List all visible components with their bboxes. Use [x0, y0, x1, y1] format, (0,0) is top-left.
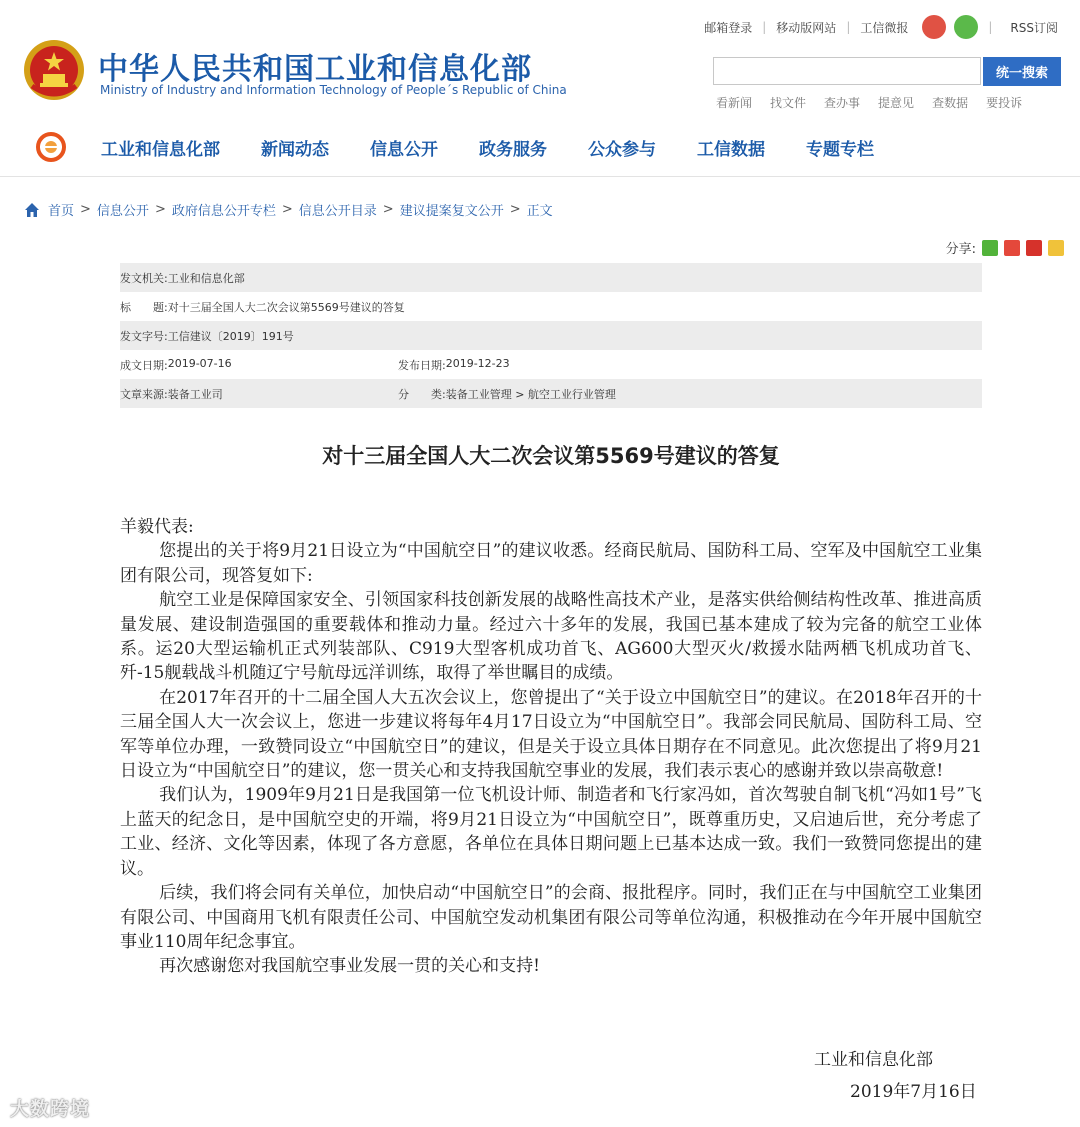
top-links [704, 14, 1058, 40]
miit-logo-icon [36, 132, 66, 162]
quick-link-services[interactable]: 查办事 [824, 96, 861, 110]
nav-item-miit[interactable]: 工业和信息化部 [101, 139, 220, 160]
quick-link-data[interactable]: 查数据 [932, 96, 969, 110]
breadcrumb [24, 200, 553, 219]
meta-label: 标 题: [120, 300, 168, 314]
meta-label: 成文日期: [120, 358, 168, 372]
weibo-share-icon[interactable] [1004, 240, 1020, 256]
divider: | [988, 20, 993, 34]
article-paragraph: 后续，我们将会同有关单位，加快启动“中国航空日”的会商、报批程序。同时，我们正在与中国航空工业集团有限公司、中国商用飞机有限责任公司、中国航空发动机集团有限公司等单位沟通，积极推动在今年开展中国航空事业110周年纪念事宜。 [120, 883, 982, 952]
meta-row-docno [120, 321, 982, 350]
nav-item-special-topics[interactable]: 专题专栏 [806, 139, 874, 160]
mobile-site-link[interactable]: 移动版网站 [776, 20, 837, 35]
nav-item-gov-services[interactable]: 政务服务 [479, 139, 547, 160]
article-paragraph: 在2017年召开的十二届全国人大五次会议上，您曾提出了“关于设立中国航空日”的建议。在2018年召开的十三届全国人大一次会议上，您进一步建议将每年4月17日设立为“中国航空日”。我部会同民航局、国防科工局、空军等单位办理，一致赞同设立“中国航空日”的建议，但是关于设立具体日期存在不同意见。此次您提出了将9月21日设立为“中国航空日”的建议，您一贯关心和支持我国航空事业的发展，我们表示衷心的感谢并致以崇高敬意! [120, 687, 982, 782]
nav-items [101, 118, 915, 176]
site-title-en: Ministry of Industry and Information Technology of People´s Republic of China [100, 83, 567, 97]
miit-weibo-link[interactable]: 工信微报 [860, 20, 909, 35]
pdf-share-icon[interactable] [1026, 240, 1042, 256]
nav-item-miit-data[interactable]: 工信数据 [697, 139, 765, 160]
signature-date: 2019年7月16日 [850, 1082, 977, 1102]
meta-value: 工信建议〔2019〕191号 [167, 329, 294, 343]
nav-item-news[interactable]: 新闻动态 [261, 139, 329, 160]
breadcrumb-current: 正文 [526, 204, 553, 219]
meta-label: 发布日期: [398, 358, 446, 372]
breadcrumb-info-disclosure[interactable]: 信息公开 [96, 204, 149, 219]
breadcrumb-proposal-replies[interactable]: 建议提案复文公开 [399, 204, 504, 219]
signature-org: 工业和信息化部 [814, 1050, 933, 1070]
meta-cell-published [398, 357, 510, 373]
meta-label: 分 类: [398, 387, 446, 401]
site-title-cn[interactable]: 中华人民共和国工业和信息化部 [98, 52, 532, 87]
main-nav [0, 118, 1080, 177]
meta-cell-source [120, 386, 398, 402]
meta-cell-created [120, 357, 398, 373]
meta-label: 发文机关: [120, 271, 168, 285]
mailbox-login-link[interactable]: 邮箱登录 [704, 20, 753, 35]
document-meta-table [120, 263, 982, 408]
quick-link-feedback[interactable]: 提意见 [878, 96, 915, 110]
national-emblem-icon [22, 38, 86, 102]
meta-value: 装备工业司 [167, 387, 223, 401]
breadcrumb-info-catalog[interactable]: 信息公开目录 [298, 204, 377, 219]
breadcrumb-separator: > [382, 202, 394, 217]
share-label: 分享: [945, 242, 976, 257]
breadcrumb-home[interactable]: 首页 [48, 204, 75, 219]
meta-row-dates [120, 350, 982, 379]
quick-link-complaint[interactable]: 要投诉 [986, 96, 1023, 110]
breadcrumb-separator: > [281, 202, 293, 217]
wechat-share-icon[interactable] [982, 240, 998, 256]
nav-item-info-disclosure[interactable]: 信息公开 [370, 139, 438, 160]
search-input[interactable] [713, 57, 981, 85]
share-bar [946, 238, 1064, 257]
meta-value: 工业和信息化部 [167, 271, 245, 285]
rss-link[interactable]: RSS订阅 [1010, 20, 1058, 35]
meta-value: 2019-07-16 [167, 356, 232, 370]
quick-links [716, 94, 1022, 111]
article-paragraph: 航空工业是保障国家安全、引领国家科技创新发展的战略性高技术产业，是落实供给侧结构性改革、推进高质量发展、建设制造强国的重要载体和推动力量。经过六十多年的发展，我国已基本建成了较为完备的航空工业体系。运20大型运输机正式列装部队、C919大型客机成功首飞、AG600大型灭火/救援水陆两栖飞机成功首飞、歼-15舰载战斗机随辽宁号航母远洋训练，取得了举世瞩目的成绩。 [120, 590, 982, 684]
article-paragraph: 我们认为，1909年9月21日是我国第一位飞机设计师、制造者和飞行家冯如，首次驾驶自制飞机“冯如1号”飞上蓝天的纪念日，是中国航空史的开端，将9月21日设立为“中国航空日”，既尊重历史，又启迪后世，充分考虑了工业、经济、文化等因素，体现了各方意愿，各单位在具体日期问题上已基本达成一致。我们一致赞同您提出的建议。 [120, 785, 982, 879]
meta-value: 2019-12-23 [445, 356, 510, 370]
quick-link-news[interactable]: 看新闻 [716, 96, 753, 110]
meta-label: 发文字号: [120, 329, 168, 343]
breadcrumb-separator: > [509, 202, 521, 217]
home-icon [24, 202, 40, 218]
meta-value: 装备工业管理 > 航空工业行业管理 [445, 387, 616, 401]
wechat-icon[interactable] [954, 15, 978, 39]
meta-row-source [120, 379, 982, 408]
divider: | [762, 20, 767, 34]
search-button[interactable]: 统一搜索 [983, 57, 1061, 86]
meta-row-title [120, 292, 982, 321]
article-salutation: 羊毅代表: [120, 517, 194, 537]
meta-label: 文章来源: [120, 387, 168, 401]
article-paragraph: 您提出的关于将9月21日设立为“中国航空日”的建议收悉。经商民航局、国防科工局、空军及中国航空工业集团有限公司，现答复如下: [120, 541, 982, 586]
watermark: 大数跨境 [10, 1098, 91, 1120]
quick-link-documents[interactable]: 找文件 [770, 96, 807, 110]
article-title: 对十三届全国人大二次会议第5569号建议的答复 [322, 444, 780, 468]
breadcrumb-gov-info-column[interactable]: 政府信息公开专栏 [171, 204, 276, 219]
site-header [0, 0, 1080, 118]
breadcrumb-separator: > [80, 202, 91, 217]
article-body [120, 515, 982, 979]
divider: | [846, 20, 851, 34]
article-paragraph: 再次感谢您对我国航空事业发展一贯的关心和支持! [159, 956, 540, 977]
qq-share-icon[interactable] [1048, 240, 1064, 256]
breadcrumb-separator: > [154, 202, 166, 217]
nav-item-public-participation[interactable]: 公众参与 [588, 139, 656, 160]
weibo-icon[interactable] [922, 15, 946, 39]
meta-value: 对十三届全国人大二次会议第5569号建议的答复 [167, 300, 405, 314]
meta-row-issuer [120, 263, 982, 292]
meta-cell-category [398, 386, 616, 402]
